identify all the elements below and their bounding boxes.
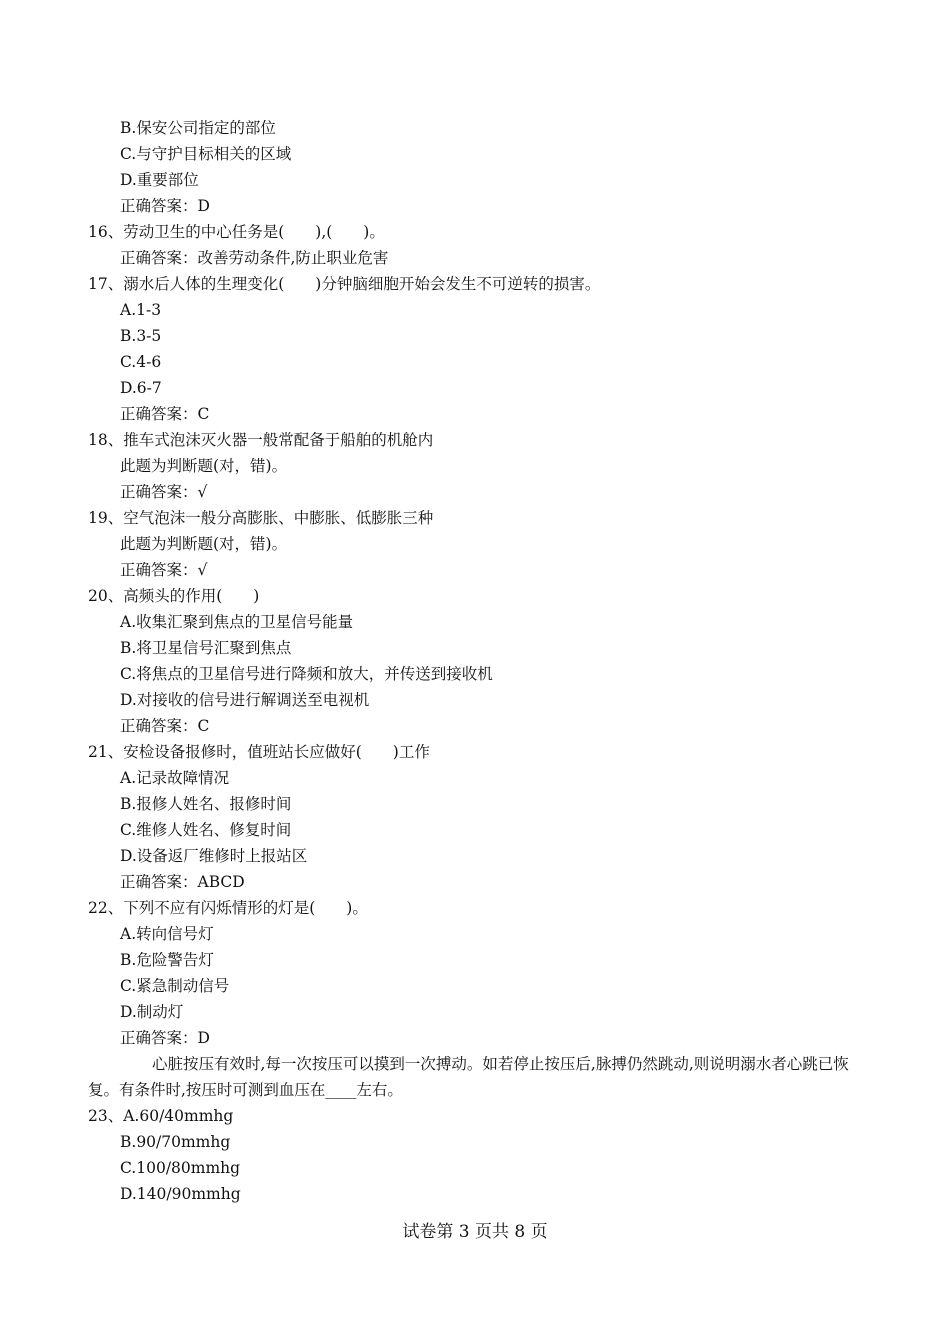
answer-line: B.将卫星信号汇聚到焦点 <box>120 639 292 657</box>
answer-line: 此题为判断题(对，错)。 <box>120 535 288 553</box>
answer-line: D.6-7 <box>120 379 162 397</box>
answer-line: C.100/80mmhg <box>120 1159 241 1177</box>
answer-line: C.将焦点的卫星信号进行降频和放大，并传送到接收机 <box>120 665 493 683</box>
answer-line: B.3-5 <box>120 327 162 345</box>
answer-line: 正确答案：ABCD <box>120 873 245 891</box>
answer-line: 正确答案：D <box>120 197 210 215</box>
answer-line: A.记录故障情况 <box>120 769 230 787</box>
answer-line: B.保安公司指定的部位 <box>120 119 276 137</box>
question-23-options <box>0 1103 950 1207</box>
answer-line: D.重要部位 <box>120 171 199 189</box>
question-block <box>0 115 950 1051</box>
question-line: 20、高频头的作用( ) <box>88 587 260 605</box>
answer-line: 正确答案：√ <box>120 483 208 501</box>
question-line: 21、安检设备报修时，值班站长应做好( )工作 <box>88 743 430 761</box>
answer-line: 正确答案：C <box>120 717 210 735</box>
answer-line: A.1-3 <box>120 301 162 319</box>
answer-line: B.危险警告灯 <box>120 951 214 969</box>
answer-line: C.紧急制动信号 <box>120 977 230 995</box>
answer-line: A.转向信号灯 <box>120 925 214 943</box>
answer-line: A.收集汇聚到焦点的卫星信号能量 <box>120 613 354 631</box>
answer-line: B.90/70mmhg <box>120 1133 231 1151</box>
answer-line: C.4-6 <box>120 353 162 371</box>
question-line: 23、A.60/40mmhg <box>88 1107 234 1125</box>
answer-line: 正确答案：C <box>120 405 210 423</box>
answer-line: C.与守护目标相关的区域 <box>120 145 292 163</box>
answer-line: 正确答案：改善劳动条件,防止职业危害 <box>120 249 389 267</box>
answer-line: D.制动灯 <box>120 1003 184 1021</box>
question-line: 16、劳动卫生的中心任务是( ),( )。 <box>88 223 385 241</box>
question-line: 17、溺水后人体的生理变化( )分钟脑细胞开始会发生不可逆转的损害。 <box>88 275 601 293</box>
question-line: 22、下列不应有闪烁情形的灯是( )。 <box>88 899 368 917</box>
answer-line: D.对接收的信号进行解调送至电视机 <box>120 691 370 709</box>
exam-page <box>0 115 950 1207</box>
answer-line: 此题为判断题(对，错)。 <box>120 457 288 475</box>
answer-line: D.设备返厂维修时上报站区 <box>120 847 308 865</box>
question-line: 19、空气泡沫一般分高膨胀、中膨胀、低膨胀三种 <box>88 509 434 527</box>
answer-line: D.140/90mmhg <box>120 1185 241 1203</box>
answer-line: 正确答案：√ <box>120 561 208 579</box>
answer-line: B.报修人姓名、报修时间 <box>120 795 292 813</box>
question-23-stem: 心脏按压有效时,每一次按压可以摸到一次搏动。如若停止按压后,脉搏仍然跳动,则说明溺水者心跳已恢复。有条件时,按压时可测到血压在____左右。 <box>88 1055 849 1099</box>
answer-line: C.维修人姓名、修复时间 <box>120 821 292 839</box>
page-footer: 试卷第 3 页共 8 页 <box>402 1222 548 1242</box>
question-line: 18、推车式泡沫灭火器一般常配备于船舶的机舱内 <box>88 431 434 449</box>
answer-line: 正确答案：D <box>120 1029 210 1047</box>
